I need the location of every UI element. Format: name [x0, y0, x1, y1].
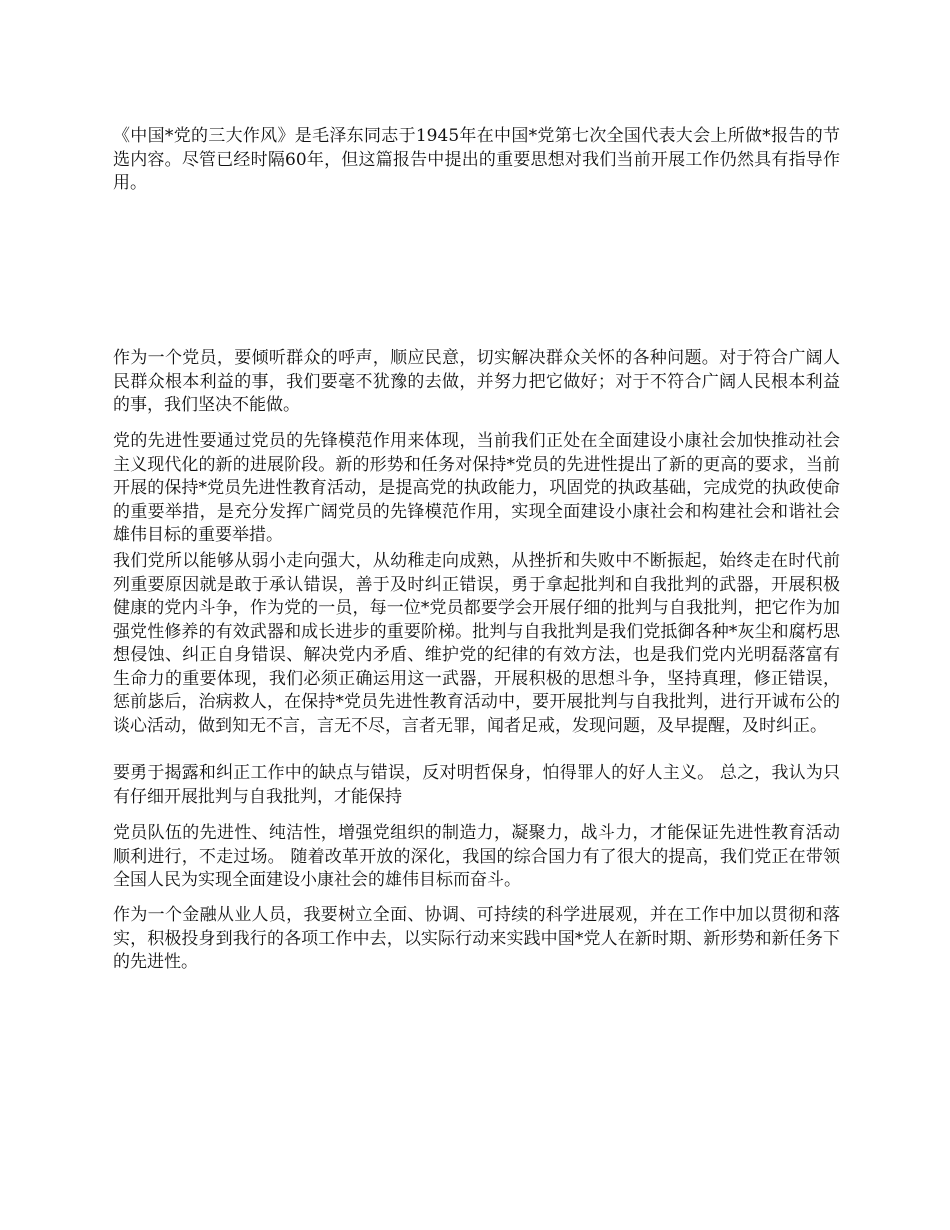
paragraph-self-criticism: 我们党所以能够从弱小走向强大，从幼稚走向成熟，从挫折和失败中不断振起，始终走在时代前列重要原因就是敢于承认错误，善于及时纠正错误，勇于拿起批判和自我批判的武器，开展积极健康的党内斗争，作为党的一员，每一位*党员都要学会开展仔细的批判与自我批判，把它作为加强党性修养的有效武器和成长进步的重要阶梯。批判与自我批判是我们党抵御各种*灰尘和腐朽思想侵蚀、纠正自身错误、解决党内矛盾、维护党的纪律的有效方法，也是我们党内光明磊落富有生命力的重要体现，我们必须正确运用这一武器，开展积极的思想斗争，坚持真理，修正错误，惩前毖后，治病救人，在保持*党员先进性教育活动中，要开展批判与自我批判，进行开诚布公的谈心活动，做到知无不言，言无不尽，言者无罪，闻者足戒，发现问题，及早提醒，及时纠正。 — [113, 551, 840, 736]
paragraph-vanguard-role: 党的先进性要通过党员的先锋模范作用来体现，当前我们正处在全面建设小康社会加快推动社会主义现代化的新的进展阶段。新的形势和任务对保持*党员的先进性提出了新的更高的要求，当前开展的保持*党员先进性教育活动，是提高党的执政能力，巩固党的执政基础，完成党的执政使命的重要举措，是充分发挥广阔党员的先锋模范作用，实现全面建设小康社会和构建社会和谐社会雄伟目标的重要举措。 — [113, 431, 840, 545]
paragraph-expose-errors: 要勇于揭露和纠正工作中的缺点与错误，反对明哲保身，怕得罪人的好人主义。 总之，我认为只有仔细开展批判与自我批判，才能保持 — [113, 763, 840, 807]
paragraph-listen-to-masses: 作为一个党员，要倾听群众的呼声，顺应民意，切实解决群众关怀的各种问题。对于符合广阔人民群众根本利益的事，我们要毫不犹豫的去做，并努力把它做好；对于不符合广阔人民根本利益的事，我们坚决不能做。 — [113, 348, 840, 415]
paragraph-party-purity: 党员队伍的先进性、纯洁性，增强党组织的制造力，凝聚力，战斗力，才能保证先进性教育活动顺利进行，不走过场。 随着改革开放的深化，我国的综合国力有了很大的提高，我们党正在带领全国人民为实现全面建设小康社会的雄伟目标而奋斗。 — [113, 823, 840, 890]
paragraph-intro: 《中国*党的三大作风》是毛泽东同志于1945年在中国*党第七次全国代表大会上所做*报告的节选内容。尽管已经时隔60年，但这篇报告中提出的重要思想对我们当前开展工作仍然具有指导作用。 — [113, 126, 840, 193]
paragraph-finance-worker: 作为一个金融从业人员，我要树立全面、协调、可持续的科学进展观，并在工作中加以贯彻和落实，积极投身到我行的各项工作中去，以实际行动来实践中国*党人在新时期、新形势和新任务下的先进性。 — [113, 905, 840, 972]
